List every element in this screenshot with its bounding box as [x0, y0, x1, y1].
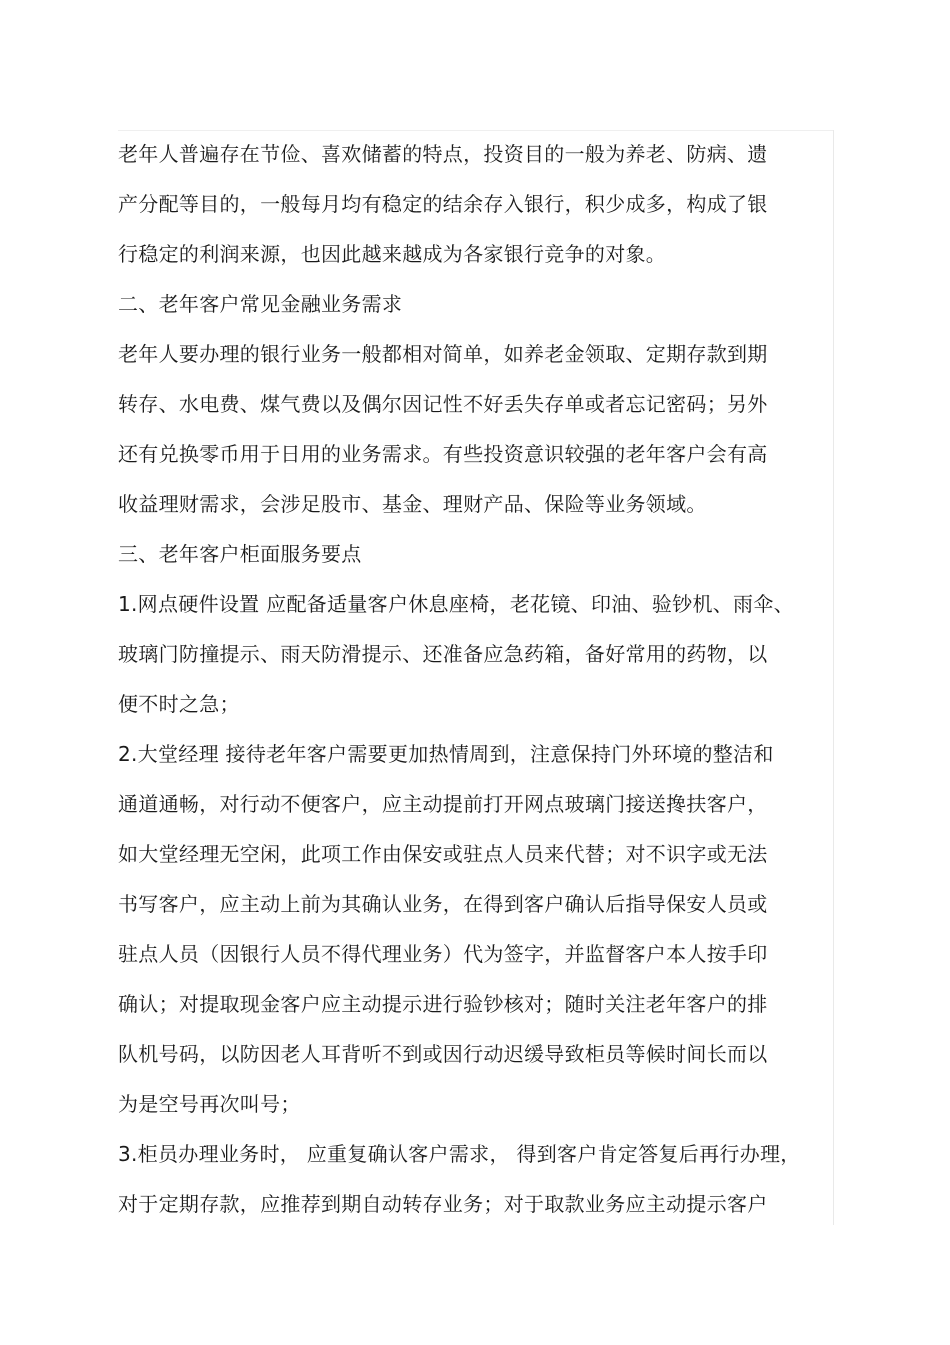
page-border-top — [118, 130, 833, 131]
text-line-15: 如大堂经理无空闲，此项工作由保安或驻点人员来代替；对不识字或无法 — [118, 842, 768, 866]
text-line-21: 3.柜员办理业务时， 应重复确认客户需求， 得到客户肯定答复后再行办理， — [118, 1142, 801, 1166]
text-line-16: 书写客户，应主动上前为其确认业务，在得到客户确认后指导保安人员或 — [118, 892, 768, 916]
text-line-19: 队机号码，以防因老人耳背听不到或因行动迟缓导致柜员等候时间长而以 — [118, 1042, 768, 1066]
text-line-1: 老年人普遍存在节俭、喜欢储蓄的特点，投资目的一般为养老、防病、遗 — [118, 142, 768, 166]
text-line-5: 老年人要办理的银行业务一般都相对简单，如养老金领取、定期存款到期 — [118, 342, 768, 366]
text-line-6: 转存、水电费、煤气费以及偶尔因记性不好丢失存单或者忘记密码；另外 — [118, 392, 768, 416]
text-line-17: 驻点人员（因银行人员不得代理业务）代为签字，并监督客户本人按手印 — [118, 942, 768, 966]
section-heading-3: 三、老年客户柜面服务要点 — [118, 542, 362, 566]
text-line-7: 还有兑换零币用于日用的业务需求。有些投资意识较强的老年客户会有高 — [118, 442, 768, 466]
section-heading-2: 二、老年客户常见金融业务需求 — [118, 292, 403, 316]
text-line-10: 1.网点硬件设置 应配备适量客户休息座椅，老花镜、印油、验钞机、雨伞、 — [118, 592, 794, 616]
text-line-20: 为是空号再次叫号； — [118, 1092, 301, 1116]
text-line-12: 便不时之急； — [118, 692, 240, 716]
text-line-3: 行稳定的利润来源，也因此越来越成为各家银行竞争的对象。 — [118, 242, 667, 266]
text-line-14: 通道通畅，对行动不便客户，应主动提前打开网点玻璃门接送搀扶客户， — [118, 792, 768, 816]
page-border-right — [833, 130, 834, 1225]
text-line-13: 2.大堂经理 接待老年客户需要更加热情周到，注意保持门外环境的整洁和 — [118, 742, 774, 766]
text-line-11: 玻璃门防撞提示、雨天防滑提示、还准备应急药箱，备好常用的药物，以 — [118, 642, 768, 666]
text-line-22: 对于定期存款，应推荐到期自动转存业务；对于取款业务应主动提示客户 — [118, 1192, 768, 1216]
text-line-18: 确认；对提取现金客户应主动提示进行验钞核对；随时关注老年客户的排 — [118, 992, 768, 1016]
body-text — [118, 134, 830, 1234]
text-line-8: 收益理财需求，会涉足股市、基金、理财产品、保险等业务领域。 — [118, 492, 707, 516]
text-line-2: 产分配等目的，一般每月均有稳定的结余存入银行，积少成多，构成了银 — [118, 192, 768, 216]
